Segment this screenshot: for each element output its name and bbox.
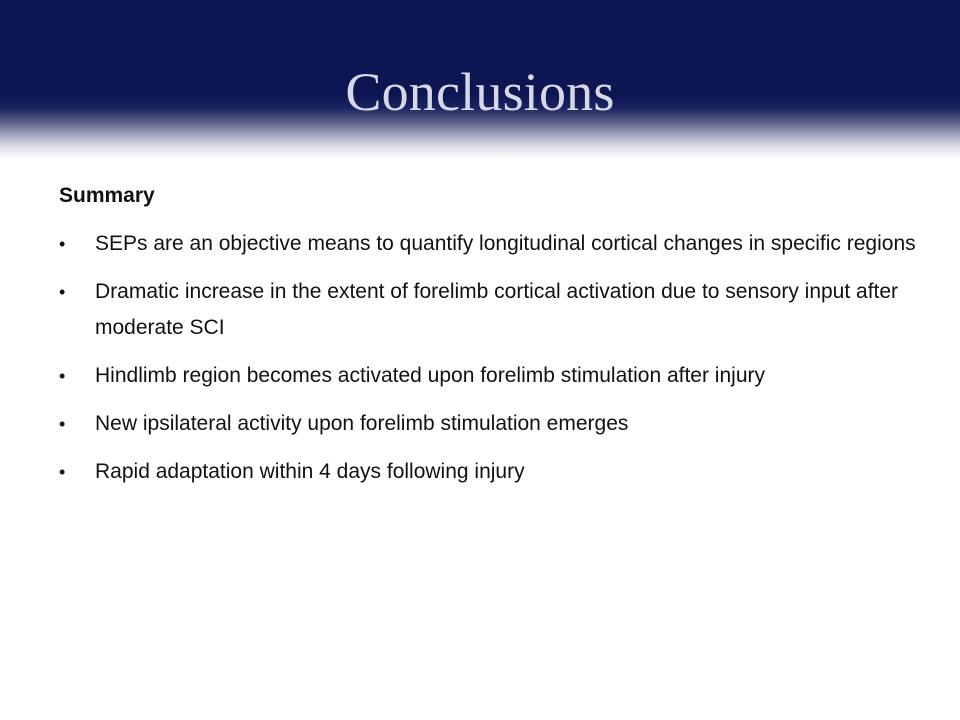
bullet-text: New ipsilateral activity upon forelimb stimulation emerges xyxy=(95,412,629,435)
bullet-item xyxy=(59,274,919,346)
bullet-text: Dramatic increase in the extent of forelimb cortical activation due to sensory input after moderate SCI xyxy=(95,280,899,339)
bullet-text: Rapid adaptation within 4 days following injury xyxy=(95,460,525,483)
bullet-dot-icon: • xyxy=(59,282,66,302)
bullet-item xyxy=(59,454,919,490)
slide-title: Conclusions xyxy=(345,62,615,122)
bullet-item xyxy=(59,226,919,262)
bullet-text: SEPs are an objective means to quantify longitudinal cortical changes in specific regions xyxy=(95,232,916,255)
bullet-text: Hindlimb region becomes activated upon forelimb stimulation after injury xyxy=(95,364,765,387)
bullet-list xyxy=(59,226,919,490)
bullet-dot-icon: • xyxy=(59,366,66,386)
slide-content xyxy=(59,178,919,502)
section-heading: Summary xyxy=(59,184,155,207)
bullet-dot-icon: • xyxy=(59,234,66,254)
bullet-dot-icon: • xyxy=(59,414,66,434)
bullet-item xyxy=(59,358,919,394)
bullet-item xyxy=(59,406,919,442)
bullet-dot-icon: • xyxy=(59,462,66,482)
